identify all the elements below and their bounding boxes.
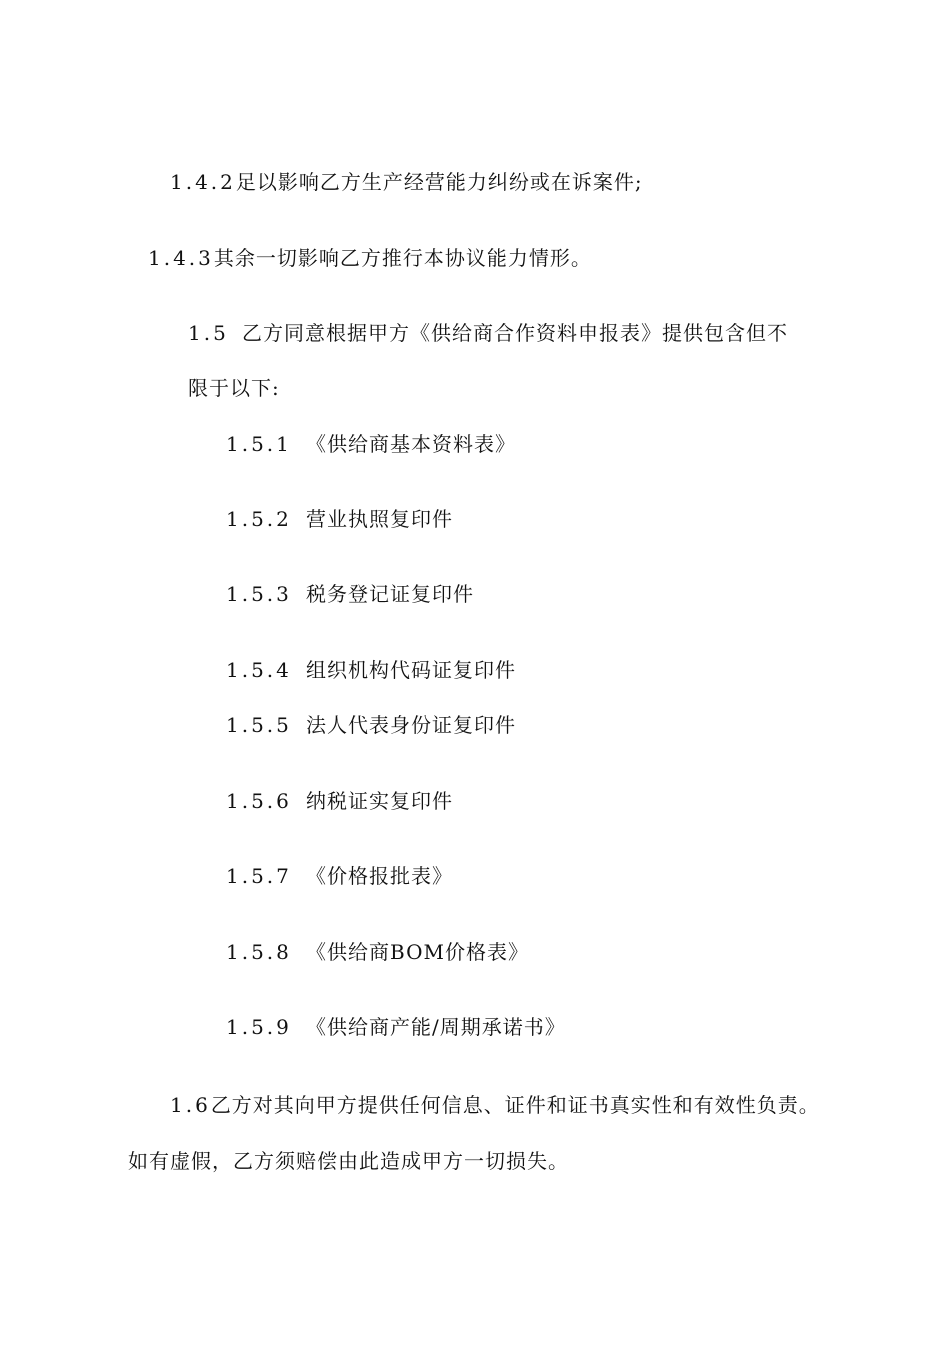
clause-text: 足以影响乙方生产经营能力纠纷或在诉案件; — [235, 170, 643, 194]
clause-1-5-line1 — [188, 319, 788, 347]
item-number: 1.5.7 — [226, 864, 292, 888]
clause-1-5-line2 — [188, 374, 280, 402]
item-number: 1.5.6 — [226, 789, 292, 813]
list-item-1-5-7 — [226, 862, 453, 890]
clause-number: 1.4.2 — [170, 170, 236, 194]
clause-number: 1.5 — [188, 321, 229, 345]
item-text: 税务登记证复印件 — [306, 582, 474, 606]
clause-text: 乙方对其向甲方提供任何信息、证件和证书真实性和有效性负责。 — [210, 1093, 820, 1117]
clause-1-4-3 — [148, 244, 592, 272]
list-item-1-5-6 — [226, 787, 453, 815]
item-text: 《供给商BOM价格表》 — [306, 940, 529, 964]
item-text: 组织机构代码证复印件 — [306, 658, 516, 682]
item-number: 1.5.5 — [226, 713, 292, 737]
clause-text: 其余一切影响乙方推行本协议能力情形。 — [213, 246, 592, 270]
item-text: 《供给商基本资料表》 — [306, 432, 516, 456]
item-number: 1.5.9 — [226, 1015, 292, 1039]
clause-text-continued: 如有虚假，乙方须赔偿由此造成甲方一切损失。 — [128, 1149, 569, 1173]
clause-1-6-line2 — [128, 1147, 569, 1175]
item-number: 1.5.8 — [226, 940, 292, 964]
clause-text: 乙方同意根据甲方《供给商合作资料申报表》提供包含但不 — [242, 321, 788, 345]
list-item-1-5-1 — [226, 430, 516, 458]
item-text: 《价格报批表》 — [306, 864, 453, 888]
item-text: 《供给商产能/周期承诺书》 — [306, 1015, 566, 1039]
list-item-1-5-5 — [226, 711, 516, 739]
item-number: 1.5.2 — [226, 507, 292, 531]
item-text: 纳税证实复印件 — [306, 789, 453, 813]
clause-number: 1.4.3 — [148, 246, 214, 270]
item-number: 1.5.4 — [226, 658, 292, 682]
list-item-1-5-2 — [226, 505, 453, 533]
item-number: 1.5.3 — [226, 582, 292, 606]
clause-number: 1.6 — [170, 1093, 211, 1117]
clause-1-6-line1 — [170, 1091, 820, 1119]
list-item-1-5-4 — [226, 656, 516, 684]
clause-1-4-2 — [170, 168, 643, 196]
item-number: 1.5.1 — [226, 432, 292, 456]
item-text: 法人代表身份证复印件 — [306, 713, 516, 737]
clause-text-continued: 限于以下: — [188, 376, 280, 400]
list-item-1-5-8 — [226, 938, 529, 966]
list-item-1-5-9 — [226, 1013, 566, 1041]
list-item-1-5-3 — [226, 580, 474, 608]
item-text: 营业执照复印件 — [306, 507, 453, 531]
